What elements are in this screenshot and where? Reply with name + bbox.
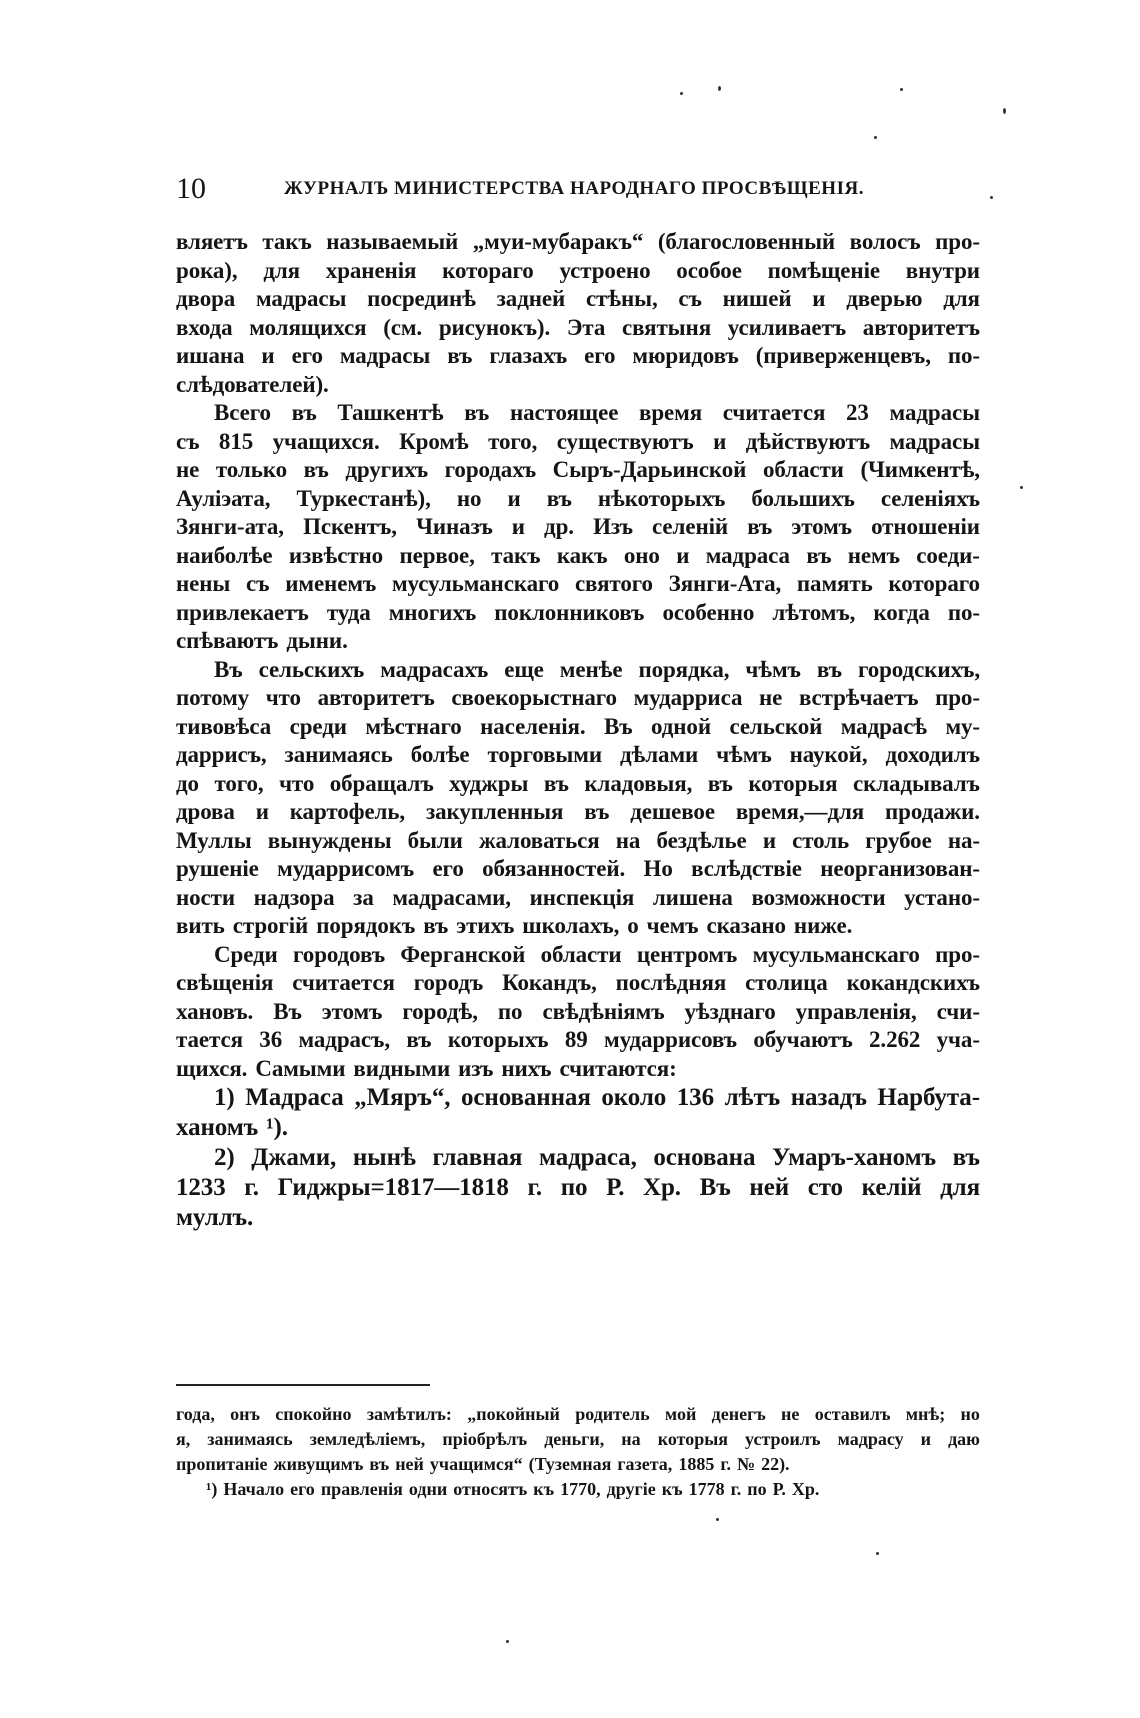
footnote-line: пропитаніе живущимъ въ ней учащимся“ (Туземная газета, 1885 г. № 22). [176, 1454, 790, 1474]
text-line: Ауліэата, Туркестанѣ), но и въ нѣкоторыхъ большихъ селеніяхъ [176, 485, 980, 511]
text-line: рушеніе мударрисомъ его обязанностей. Но вслѣдствіе неорганизован- [176, 856, 980, 881]
text-line: даррисъ, занимаясь болѣе торговыми дѣлами чѣмъ наукой, доходилъ [176, 742, 980, 767]
scan-speck [876, 1552, 879, 1555]
footnote-divider [176, 1384, 430, 1386]
text-line: 2) Джами, нынѣ главная мадраса, основана Умаръ-ханомъ въ [214, 1144, 980, 1171]
text-line: тается 36 мадрасъ, въ которыхъ 89 мударрисовъ обучаютъ 2.262 уча- [176, 1027, 980, 1052]
scan-speck [900, 88, 903, 91]
text-line: дрова и картофель, закупленныя въ дешевое время,—для продажи. [176, 799, 980, 824]
page-header [176, 172, 976, 206]
scan-speck [718, 86, 721, 91]
text-line: наиболѣе извѣстно первое, такъ какъ оно и мадраса въ немъ соеди- [176, 542, 980, 568]
text-line: до того, что обращалъ худжры въ кладовыя, въ которыя складывалъ [176, 770, 980, 796]
running-title: ЖУРНАЛЪ МИНИСТЕРСТВА НАРОДНАГО ПРОСВѢЩЕНІЯ. [284, 178, 864, 199]
text-line: спѣваютъ дыни. [176, 628, 348, 653]
text-line: вляетъ такъ называемый „муи-мубаракъ“ (благословенный волосъ про- [176, 229, 980, 254]
scan-speck [990, 196, 993, 199]
text-line: Всего въ Ташкентѣ въ настоящее время считается 23 мадрасы [214, 400, 980, 425]
text-line: щихся. Самыми видными изъ нихъ считаются: [176, 1055, 677, 1081]
footnote-line: года, онъ спокойно замѣтилъ: „покойный родитель мой денегъ не оставилъ мнѣ; но [176, 1404, 980, 1424]
text-line: Среди городовъ Ферганской области центромъ мусульманскаго про- [214, 941, 980, 967]
scan-speck [1020, 486, 1023, 489]
page-number: 10 [176, 172, 206, 205]
text-line: Въ сельскихъ мадрасахъ еще менѣе порядка, чѣмъ въ городскихъ, [214, 656, 980, 682]
text-line: потому что авторитетъ своекорыстнаго мударриса не встрѣчаетъ про- [176, 685, 980, 710]
text-line: Муллы вынуждены были жаловаться на бездѣлье и столь грубое на- [176, 827, 980, 853]
footnotes [176, 1402, 980, 1502]
footnote-line: я, занимаясь земледѣліемъ, пріобрѣлъ деньги, на которыя устроилъ мадрасу и даю [176, 1429, 980, 1449]
scan-speck [874, 136, 877, 139]
text-line: слѣдователей). [176, 371, 329, 397]
text-line: входа молящихся (см. рисунокъ). Эта святыня усиливаетъ авторитетъ [176, 314, 980, 340]
text-line: 1233 г. Гиджры=1817—1818 г. по Р. Хр. Въ ней сто келій для [176, 1174, 980, 1201]
scan-speck [680, 92, 683, 95]
text-line: привлекаетъ туда многихъ поклонниковъ особенно лѣтомъ, когда по- [176, 599, 980, 625]
text-line: съ 815 учащихся. Кромѣ того, существуютъ и дѣйствуютъ мадрасы [176, 428, 980, 454]
scan-speck [1003, 108, 1006, 114]
text-line: нены съ именемъ мусульманскаго святого Зянги-Ата, память котораго [176, 571, 980, 596]
text-line: Зянги-ата, Пскентъ, Чиназъ и др. Изъ селеній въ этомъ отношеніи [176, 514, 980, 539]
text-line: ханомъ ¹). [176, 1114, 288, 1141]
text-line: не только въ другихъ городахъ Сыръ-Дарьинской области (Чимкентѣ, [176, 457, 980, 482]
text-line: хановъ. Въ этомъ городѣ, по свѣдѣніямъ уѣзднаго управленія, счи- [176, 998, 980, 1024]
text-line: рока), для храненія котораго устроено особое помѣщеніе внутри [176, 257, 980, 283]
text-line: ишана и его мадрасы въ глазахъ его мюридовъ (приверженцевъ, по- [176, 343, 980, 368]
body-text [176, 228, 980, 1233]
text-line: двора мадрасы посрединѣ задней стѣны, съ нишей и дверью для [176, 286, 980, 311]
text-line: тивовѣса среди мѣстнаго населенія. Въ одной сельской мадрасѣ му- [176, 713, 980, 739]
footnote-line: ¹) Начало его правленія одни относятъ къ 1770, другіе къ 1778 г. по Р. Хр. [206, 1479, 820, 1499]
scan-speck [506, 1640, 509, 1643]
text-line: 1) Мадраса „Мяръ“, основанная около 136 лѣтъ назадъ Нарбута- [214, 1084, 980, 1111]
text-line: вить строгій порядокъ въ этихъ школахъ, о чемъ сказано ниже. [176, 913, 853, 938]
scan-speck [716, 1518, 719, 1521]
text-line: свѣщенія считается городъ Кокандъ, послѣдняя столица кокандскихъ [176, 970, 980, 995]
text-line: муллъ. [176, 1204, 254, 1231]
text-line: ности надзора за мадрасами, инспекція лишена возможности устано- [176, 884, 980, 910]
